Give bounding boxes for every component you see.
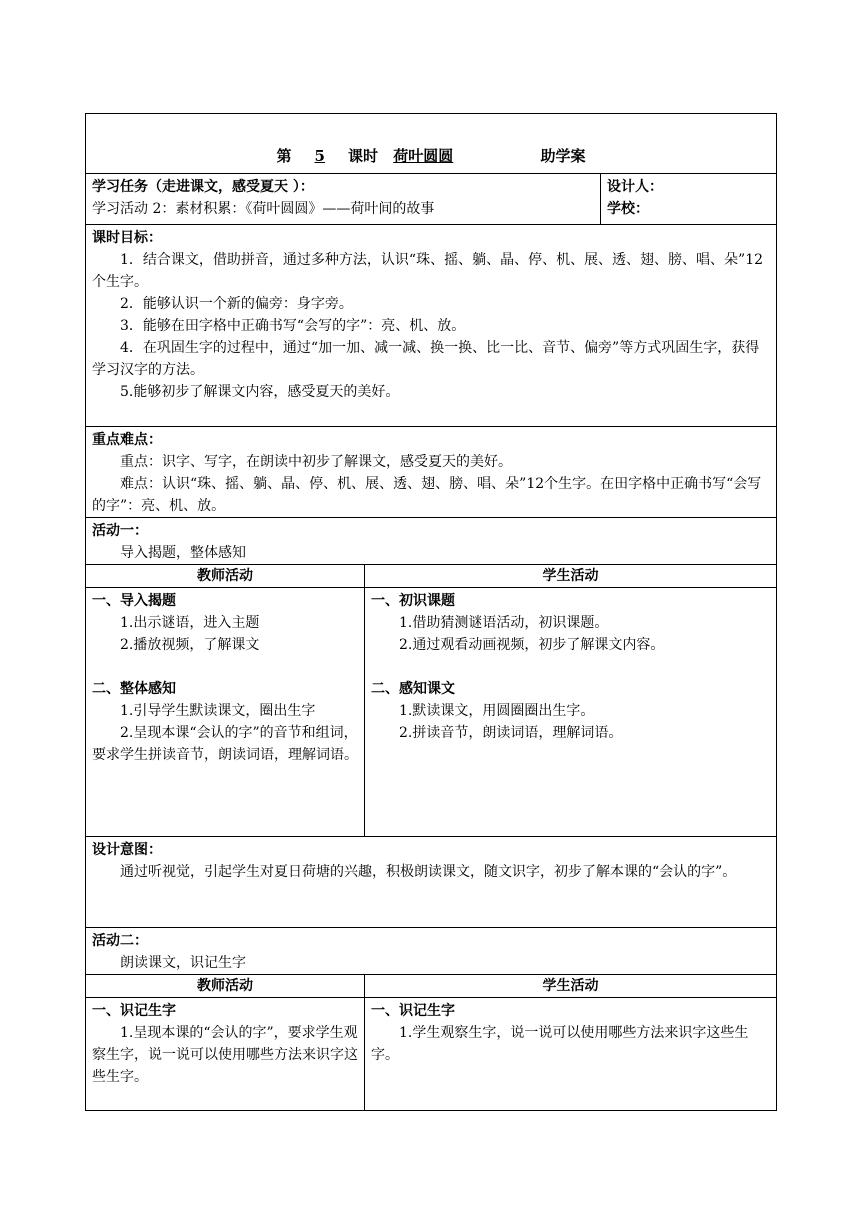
page-title [86, 114, 777, 174]
activity2-row [86, 928, 777, 975]
activity-item: 1.默读课文，用圆圈圈出生字。 [399, 703, 595, 719]
activity1-subtitle: 导入揭题，整体感知 [120, 545, 246, 561]
lesson-title: 荷叶圆圆 [393, 147, 454, 165]
activity2-subtitle: 朗读课文，识记生字 [120, 955, 246, 971]
design-intent-text: 通过听视觉，引起学生对夏日荷塘的兴趣，积极朗读课文，随文识字，初步了解本课的“会认的字”。 [120, 864, 737, 880]
activity2-cell [86, 928, 777, 975]
title-row [86, 114, 777, 174]
teacher-activity-header: 教师活动 [86, 565, 365, 588]
activity-item: 1.呈现本课的“会认的字”，要求学生观察生字，说一说可以使用哪些方法来识字这些生字。 [92, 1025, 358, 1085]
lesson-number: 5 [314, 147, 325, 165]
title-period: 课时 [347, 147, 378, 165]
teacher-activity-cell [86, 588, 365, 837]
activity-item: 2.拼读音节，朗读词语，理解词语。 [399, 725, 623, 741]
key-points-title: 重点难点： [92, 432, 162, 448]
task-line-2: 学习活动 2：素材积累：《荷叶圆圆》——荷叶间的故事 [92, 201, 435, 217]
objective-item: 4．在巩固生字的过程中，通过“加一加、减一减、换一换、比一比、音节、偏旁”等方式巩固生字，获得学习汉字的方法。 [92, 340, 760, 378]
task-cell [86, 174, 601, 225]
objective-item: 5.能够初步了解课文内容，感受夏天的美好。 [120, 384, 400, 400]
title-suffix: 助学案 [540, 147, 586, 165]
student-activity-header: 学生活动 [365, 565, 777, 588]
task-line-1: 学习任务（走进课文，感受夏天 ）： [92, 179, 314, 195]
section-title: 二、感知课文 [371, 681, 455, 697]
activity1-content-row [86, 588, 777, 837]
activity1-title: 活动一： [92, 523, 148, 539]
design-intent-title: 设计意图： [92, 842, 162, 858]
activity-item: 1.引导学生默读课文，圈出生字 [120, 703, 316, 719]
student-activity-header: 学生活动 [365, 975, 777, 998]
key-point-text: 重点：识字、写字，在朗读中初步了解课文，感受夏天的美好。 [120, 454, 512, 470]
student-activity-cell [365, 998, 777, 1111]
activity-item: 2.通过观看动画视频，初步了解课文内容。 [399, 637, 665, 653]
objectives-cell [86, 225, 777, 427]
objectives-title: 课时目标： [92, 230, 162, 246]
teacher-activity-header: 教师活动 [86, 975, 365, 998]
difficult-point-text: 难点：认识“珠、摇、躺、晶、停、机、展、透、翅、膀、唱、朵”12个生字。在田字格中正确书写“会写的字”：亮、机、放。 [92, 476, 762, 514]
designer-cell [601, 174, 777, 225]
key-points-row [86, 427, 777, 518]
key-points-cell [86, 427, 777, 518]
activity-item: 2.呈现本课“会认的字”的音节和组词，要求学生拼读音节，朗读词语，理解词语。 [92, 725, 358, 763]
objective-item: 2．能够认识一个新的偏旁：身字旁。 [120, 296, 353, 312]
activity-item: 1.借助猜测谜语活动，初识课题。 [399, 615, 609, 631]
objectives-row [86, 225, 777, 427]
activity1-cell [86, 518, 777, 565]
task-row [86, 174, 777, 225]
section-title: 一、识记生字 [92, 1003, 176, 1019]
title-prefix: 第 [276, 147, 292, 165]
section-title: 一、识记生字 [371, 1003, 455, 1019]
lesson-plan-table [85, 113, 777, 1111]
school-label: 学校： [607, 201, 649, 217]
activity2-title: 活动二： [92, 933, 148, 949]
section-title: 一、导入揭题 [92, 593, 176, 609]
activity-item: 2.播放视频，了解课文 [120, 637, 260, 653]
activity2-header-row [86, 975, 777, 998]
design-intent-cell [86, 837, 777, 928]
objective-item: 1．结合课文，借助拼音，通过多种方法，认识“珠、摇、躺、晶、停、机、展、透、翅、膀、唱、朵”12个生字。 [92, 252, 764, 290]
activity-item: 1.学生观察生字，说一说可以使用哪些方法来识字这些生字。 [371, 1025, 749, 1063]
section-title: 二、整体感知 [92, 681, 176, 697]
activity2-content-row [86, 998, 777, 1111]
activity1-row [86, 518, 777, 565]
objective-item: 3．能够在田字格中正确书写“会写的字”：亮、机、放。 [120, 318, 466, 334]
activity1-header-row [86, 565, 777, 588]
design-intent-row [86, 837, 777, 928]
designer-label: 设计人： [607, 179, 663, 195]
section-title: 一、初识课题 [371, 593, 455, 609]
teacher-activity-cell [86, 998, 365, 1111]
student-activity-cell [365, 588, 777, 837]
activity-item: 1.出示谜语，进入主题 [120, 615, 260, 631]
